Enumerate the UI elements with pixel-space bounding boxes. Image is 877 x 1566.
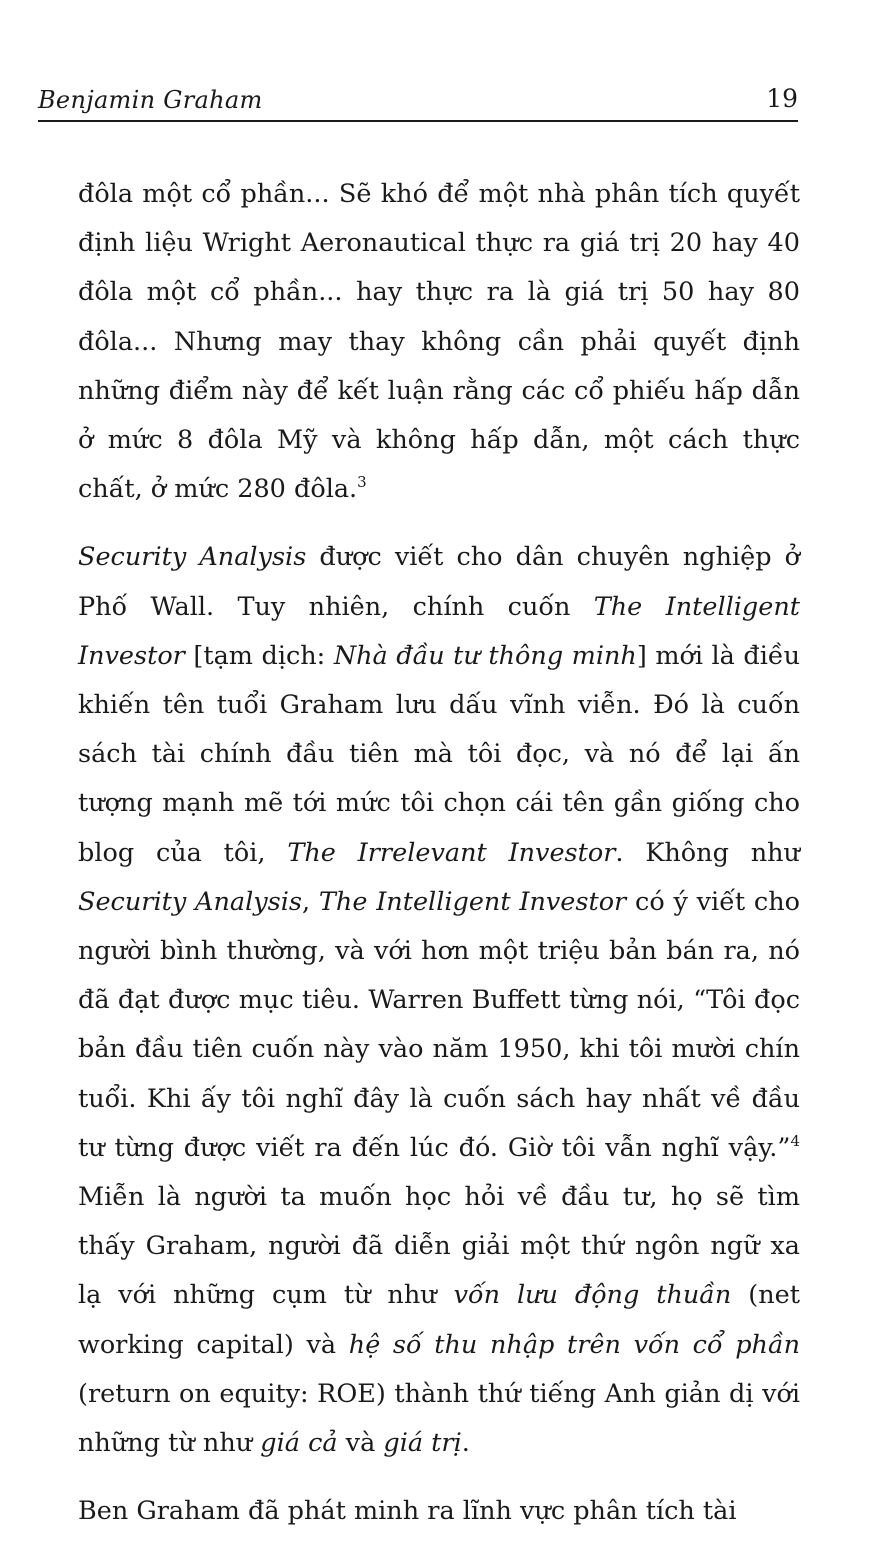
page-number: 19 [766,84,798,113]
term-net-working-capital: vốn lưu động thuần [453,1280,732,1311]
term-price: giá cả [260,1428,338,1459]
body-text [78,170,800,1536]
term-value: giá trị [383,1428,462,1459]
text-run: . [461,1428,470,1459]
footnote-ref-3: 3 [357,473,367,492]
running-head: Benjamin Graham [38,86,263,114]
text-run: [tạm dịch: [184,640,334,671]
book-title-security-analysis: Security Analysis [78,886,302,917]
text-run: có ý viết cho người bình thường, và với hơn một triệu bản bán ra, nó đã đạt được mục tiêu. Warren Buffett từng nói, “Tôi đọc bản đầu tiên cuốn này vào năm 1950, khi tôi mười chín tuổi. Khi ấy tôi nghĩ đây là cuốn sách hay nhất về đầu tư từng được viết ra đến lúc đó. Giờ tôi vẫn nghĩ vậy.” [78,886,800,1163]
footnote-ref-4: 4 [790,1131,800,1150]
text-run: Miễn là người ta muốn học hỏi về đầu tư, họ sẽ tìm thấy Graham, người đã diễn giải một thứ ngôn ngữ xa lạ với những cụm từ như [78,1182,800,1311]
book-title-intelligent-investor: The Intelligent Investor [78,591,801,671]
text-run: (return on equity: ROE) thành thứ tiếng Anh giản dị với những từ như [78,1378,800,1459]
translated-title: Nhà đầu tư thông minh [333,640,637,671]
paragraph-ben-graham [78,1487,800,1536]
term-roe: hệ số thu nhập trên vốn cổ phần [348,1329,801,1360]
text-run: ] mới là điều khiến tên tuổi Graham lưu dấu vĩnh viễn. Đó là cuốn sách tài chính đầu tiên mà tôi đọc, và nó để lại ấn tượng mạnh mẽ tới mức tôi chọn cái tên gần giống cho blog của tôi, [78,640,801,868]
text-run: và [337,1428,384,1459]
paragraph-quote-continuation [78,170,800,514]
text-run: được viết cho dân chuyên nghiệp ở Phố Wall. Tuy nhiên, chính cuốn [78,542,800,622]
page-header [38,80,798,122]
blog-title: The Irrelevant Investor [287,837,616,868]
text-run: (net working capital) và [78,1280,800,1360]
text-run: . Không như [615,837,800,868]
book-title-intelligent-investor: The Intelligent Investor [318,886,627,917]
paragraph-intelligent-investor [78,533,800,1468]
paragraph-text: Ben Graham đã phát minh ra lĩnh vực phân tích tài [78,1496,737,1527]
text-run: , [301,886,319,917]
paragraph-text: đôla một cổ phần... Sẽ khó để một nhà phân tích quyết định liệu Wright Aeronautical thực ra giá trị 20 hay 40 đôla một cổ phần... hay thực ra là giá trị 50 hay 80 đôla... Nhưng may thay không cần phải quyết định những điểm này để kết luận rằng các cổ phiếu hấp dẫn ở mức 8 đôla Mỹ và không hấp dẫn, một cách thực chất, ở mức 280 đôla. [78,179,800,505]
book-title-security-analysis: Security Analysis [78,542,307,573]
